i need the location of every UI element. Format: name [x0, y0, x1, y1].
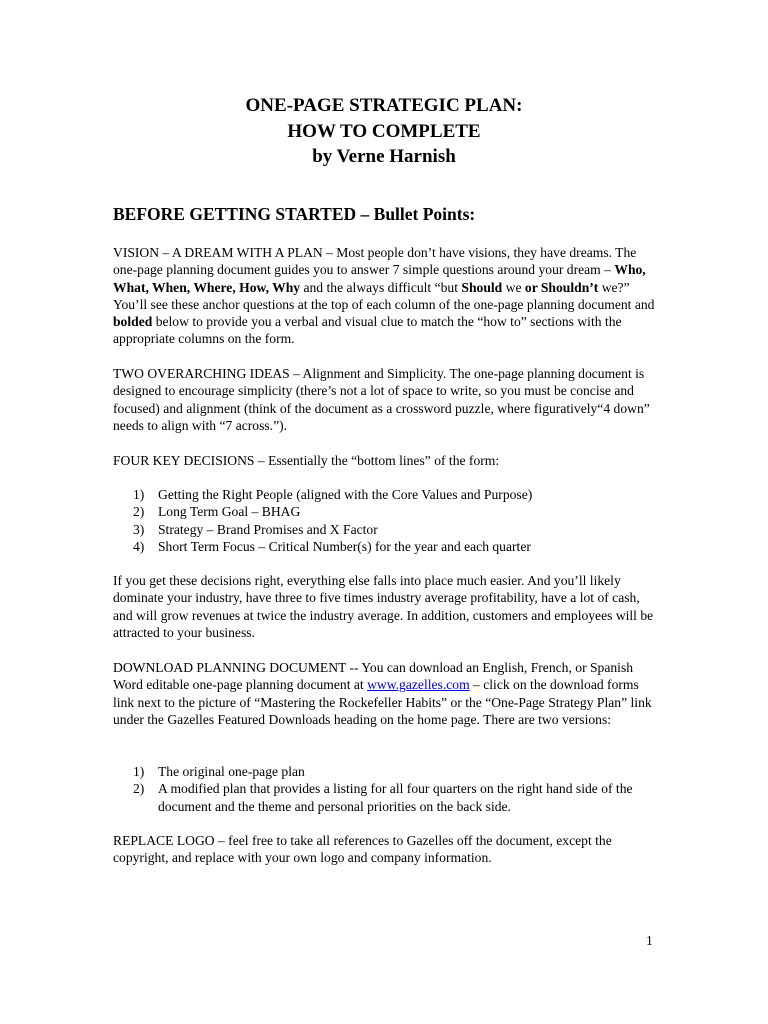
should-word: Should — [461, 279, 503, 295]
list-item: 4) Short Term Focus – Critical Number(s) for the year and each quarter — [133, 538, 531, 554]
versions-list — [113, 763, 658, 815]
title-line-2: HOW TO COMPLETE — [287, 120, 481, 142]
anchor-questions: Who, What, When, Where, How, Why — [113, 262, 646, 295]
shouldnt-word: or Shouldn’t — [524, 279, 599, 295]
list-item: 2) Long Term Goal – BHAG — [133, 504, 301, 520]
decisions-result-paragraph: If you get these decisions right, everything else falls into place much easier. And you’ll likely dominate your industry, have three to five times industry average profitability, have a lot of cash, and will grow revenues at twice the industry average. In addition, customers and employees will be attracted to your business. — [113, 573, 654, 640]
gazelles-link[interactable]: www.gazelles.com — [367, 677, 470, 693]
section-heading: BEFORE GETTING STARTED – Bullet Points: — [113, 204, 476, 224]
document-title — [0, 93, 768, 170]
title-line-1: ONE-PAGE STRATEGIC PLAN: — [245, 95, 523, 116]
page-number: 1 — [646, 933, 653, 948]
list-item: 2) A modified plan that provides a listing for all four quarters on the right hand side of the document and the theme and personal priorities on the back side. — [133, 781, 633, 814]
title-author: by Verne Harnish — [312, 146, 456, 167]
four-key-decisions-intro: FOUR KEY DECISIONS – Essentially the “bottom lines” of the form: — [113, 453, 500, 468]
vision-paragraph: VISION – A DREAM WITH A PLAN – Most people don’t have visions, they have dreams. The one-page planning document guides you to answer 7 simple questions around your dream – Who, What, When, Where, How, Why and the always difficult “but Should we or Shouldn’t we?” You’ll see these anchor questions at the top of each column of the one-page planning document and bolded below to provide you a verbal and visual clue to match the “how to” sections with the appropriate columns on the form. — [113, 245, 655, 347]
overarching-ideas-paragraph: TWO OVERARCHING IDEAS – Alignment and Simplicity. The one-page planning document is designed to encourage simplicity (there’s not a lot of space to write, so you must be concise and focused) and alignment (think of the document as a crossword puzzle, where figuratively“4 down” needs to align with “7 across.”). — [113, 366, 650, 433]
bolded-word: bolded — [113, 314, 153, 330]
list-item: 1) The original one-page plan — [133, 764, 305, 779]
list-item: 3) Strategy – Brand Promises and X Factor — [133, 521, 378, 537]
four-key-decisions-list — [113, 486, 658, 555]
download-paragraph: DOWNLOAD PLANNING DOCUMENT -- You can download an English, French, or Spanish Word editable one-page planning document at www.gazelles.com – click on the download forms link next to the picture of “Mastering the Rockefeller Habits” or the “One-Page Strategy Plan” link under the Gazelles Featured Downloads heading on the home page. There are two versions: — [113, 660, 652, 727]
list-item: 1) Getting the Right People (aligned with the Core Values and Purpose) — [133, 487, 533, 502]
replace-logo-paragraph: REPLACE LOGO – feel free to take all references to Gazelles off the document, except the copyright, and replace with your own logo and company information. — [113, 833, 612, 866]
